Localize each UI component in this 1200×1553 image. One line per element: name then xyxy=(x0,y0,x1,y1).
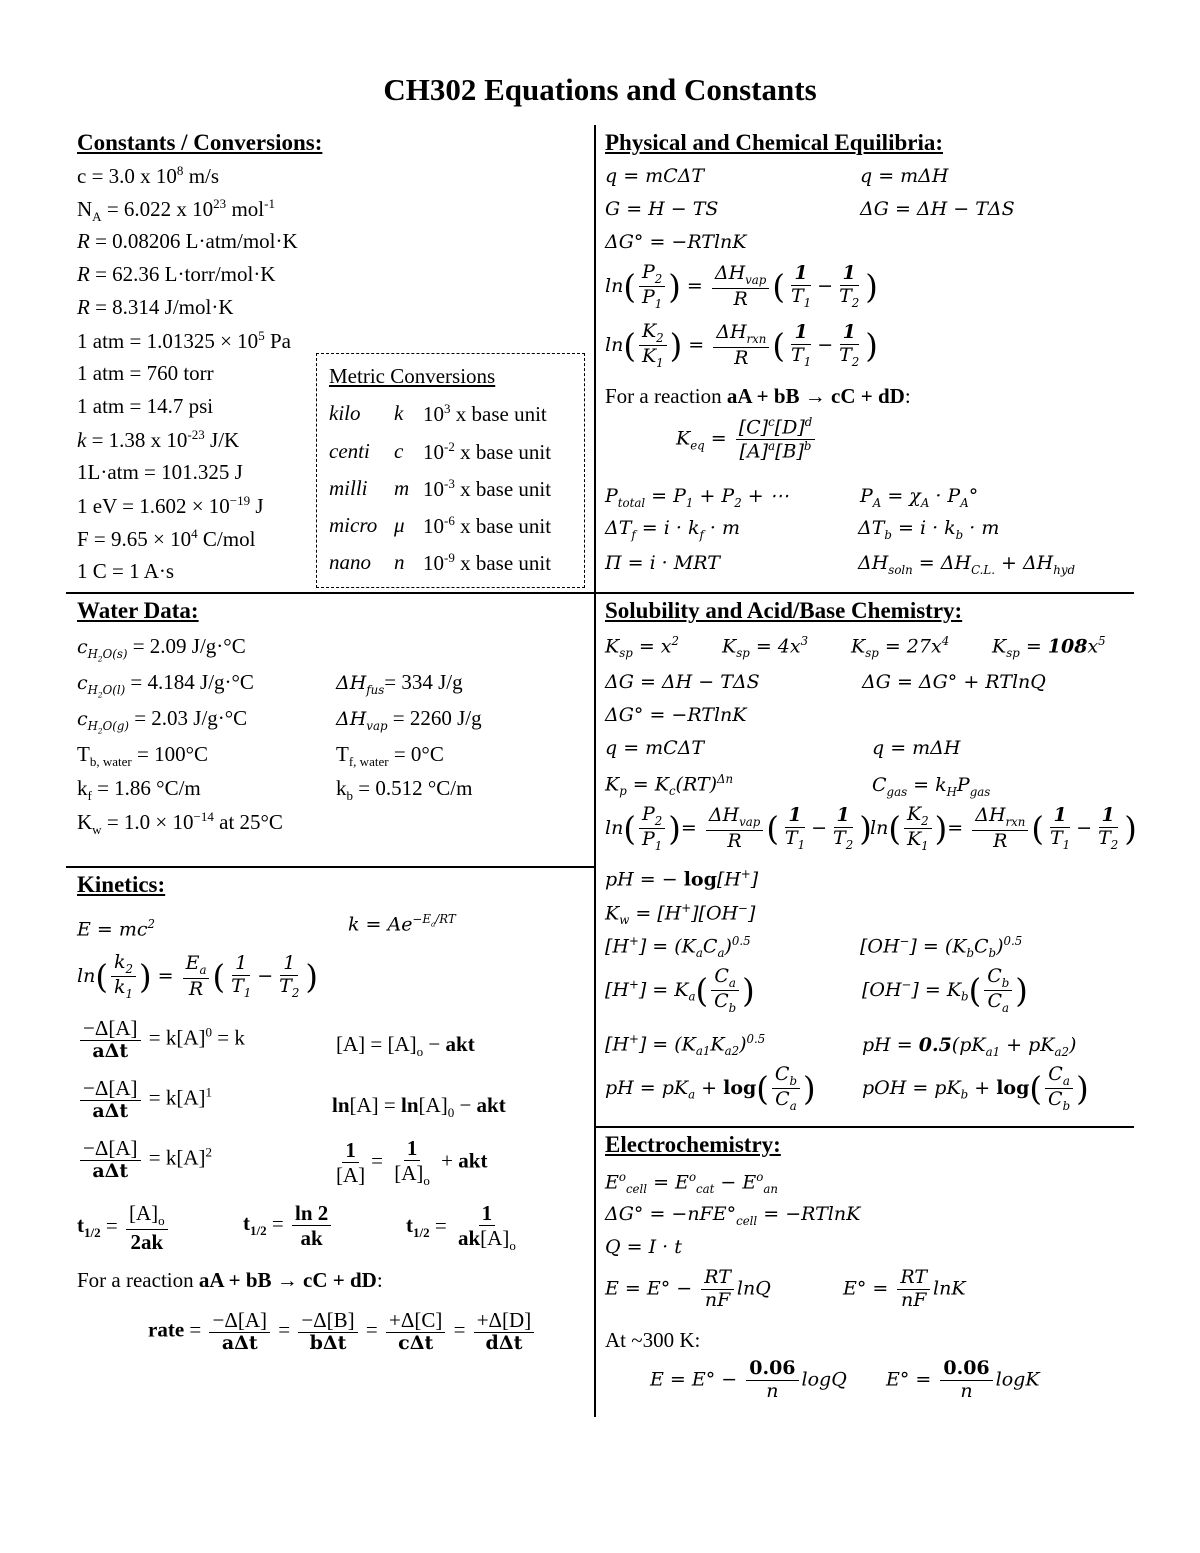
electro-temperature-label: At ~300 K: xyxy=(605,1328,701,1352)
electro-charge: Q = I · t xyxy=(605,1236,682,1258)
constants-header: Constants / Conversions: xyxy=(77,130,323,155)
equilibria-standard-gibbs: ΔG° = −RTlnK xyxy=(605,231,747,253)
solubility-ksp-108x5: $K_{sp} = 108x^5$ xyxy=(992,634,1106,661)
electro-cell-potential: $E^o_{cell} = E^o_{cat} - E^o_{an}$ xyxy=(605,1170,778,1197)
metric-symbol-nano: n xyxy=(394,550,405,574)
metric-prefix-micro: micro xyxy=(329,513,378,537)
kinetics-zero-order-integrated: $[A] = [A]_o$ − akt xyxy=(336,1032,475,1060)
water-heat-capacity-liquid: $c_{H_2O(l)} = 4.184$ J/g·°C xyxy=(77,670,254,700)
solubility-van-t-hoff: ln( $\frac{K_2}{K_1}$ )= $\frac{\Delta H_{rxn}}{R}$ ( $\frac{1}{T_1}$ − $\frac{1}{T_2}$ ) xyxy=(870,803,1137,854)
solubility-oh-weak-base: $[OH^-] = (K_bC_b)^{0.5}$ xyxy=(860,934,1023,961)
kinetics-first-order-integrated: $\ln[A] = \ln[A]_0$ − akt xyxy=(332,1093,506,1121)
solubility-henderson-poh: pOH = $pK_b + \log$( $\frac{C_a}{C_b}$ ) xyxy=(862,1063,1089,1114)
electro-gibbs-relation: $\Delta G^\circ = -nFE^\circ_{cell} = -RTlnK$ xyxy=(605,1203,861,1228)
metric-symbol-centi: c xyxy=(394,439,404,463)
solubility-gibbs-change: ΔG = ΔH − TΔS xyxy=(605,671,760,693)
kinetics-half-life-second: $t_{1/2}$ = $\frac{1}{ak[A]_o}$ xyxy=(406,1201,516,1254)
equilibria-clausius-clapeyron: ln( $\frac{P_2}{P_1}$ ) = $\frac{\Delta H_{vap}}{R}$ ( $\frac{1}{T_1}$ − $\frac{1}{T_2}$ ) xyxy=(605,261,878,312)
electro-nernst: E = E° − $\frac{RT}{nF}$ lnQ xyxy=(605,1266,771,1311)
page-title: CH302 Equations and Constants xyxy=(383,72,817,107)
kinetics-header: Kinetics: xyxy=(77,872,166,897)
electrochemistry-header: Electrochemistry: xyxy=(605,1132,781,1157)
conversion-latm-joule: 1L·atm = 101.325 J xyxy=(77,460,243,484)
divider-water-kinetics xyxy=(66,866,595,868)
kinetics-mass-energy: $E = mc^2$ xyxy=(77,917,156,941)
water-header: Water Data: xyxy=(77,598,199,623)
water-kb: $k_b = 0.512$ °C/m xyxy=(336,776,473,804)
equilibria-freezing-depression: $\Delta T_f = i \cdot k_f \cdot m$ xyxy=(605,517,740,542)
metric-factor-nano: $10^{-9}$ x base unit xyxy=(423,550,552,575)
solubility-henderson-ph: pH = $pK_a + \log$( $\frac{C_b}{C_a}$ ) xyxy=(605,1063,816,1114)
conversion-coulomb: 1 C = 1 A·s xyxy=(77,559,175,583)
conversion-ev-joule: 1 eV = $1.602 \times 10^{-19}$ J xyxy=(77,493,264,518)
solubility-header: Solubility and Acid/Base Chemistry: xyxy=(605,598,963,623)
equilibria-raoult: $P_A = \chi_A \cdot P_A^\circ$ xyxy=(860,485,979,510)
electro-standard-300k: E° = $\frac{0.06}{n}$ logK xyxy=(886,1357,1040,1402)
solubility-oh-buffer: $[OH^-] = K_b$( $\frac{C_b}{C_a}$ ) xyxy=(862,965,1028,1016)
electro-standard-potential: E° = $\frac{RT}{nF}$ lnK xyxy=(843,1266,966,1311)
water-enthalpy-fusion: $\Delta H_{fus}= 334$ J/g xyxy=(336,670,463,697)
solubility-standard-gibbs: ΔG° = −RTlnK xyxy=(605,704,747,726)
metric-prefix-milli: milli xyxy=(329,476,368,500)
conversion-atm-psi: 1 atm = 14.7 psi xyxy=(77,394,214,418)
metric-symbol-kilo: k xyxy=(394,401,404,425)
constant-faraday: $F = 9.65 \times 10^4$ C/mol xyxy=(77,526,256,551)
metric-symbol-micro: μ xyxy=(394,513,405,537)
solubility-henry: $C_{gas} = k_HP_{gas}$ xyxy=(872,774,991,799)
solubility-ksp-x2: $K_{sp} = x^2$ xyxy=(605,634,679,661)
kinetics-half-life-first: $t_{1/2}$ = $\frac{\ln 2}{ak}$ xyxy=(243,1201,334,1250)
water-enthalpy-vaporization: $\Delta H_{vap} = 2260$ J/g xyxy=(336,706,482,733)
metric-prefix-centi: centi xyxy=(329,439,370,463)
equilibria-boiling-elevation: $\Delta T_b = i \cdot k_b \cdot m$ xyxy=(858,517,1000,542)
solubility-ph-amphiprotic: pH = $0.5(pK_{a1} + pK_{a2})$ xyxy=(862,1034,1077,1059)
metric-factor-kilo: $10^3$ x base unit xyxy=(423,401,547,426)
solubility-h-weak-acid: $[H^+] = (K_aC_a)^{0.5}$ xyxy=(605,934,751,961)
metric-factor-milli: $10^{-3}$ x base unit xyxy=(423,476,552,501)
constant-boltzmann: k = 1.38 x $10^{-23}$ J/K xyxy=(77,427,240,452)
metric-header: Metric Conversions xyxy=(329,364,496,388)
metric-factor-centi: $10^{-2}$ x base unit xyxy=(423,439,552,464)
kinetics-zero-order-rate: $\frac{-\Delta[A]}{\text{aΔt}}$ = $k[A]^0 = k$ xyxy=(77,1016,245,1063)
solubility-ksp-4x3: $K_{sp} = 4x^3$ xyxy=(722,634,809,661)
constant-r-joule: R = 8.314 J/mol·K xyxy=(77,295,234,319)
kinetics-second-order-integrated: $\frac{1}{[A]}$ = $\frac{1}{[A]_o}$ + akt xyxy=(336,1136,488,1189)
water-freezing-point: $T_{f, water} = 0^\circ C$ xyxy=(336,742,444,770)
solubility-heat-latent: q = mΔH xyxy=(872,737,961,759)
kinetics-second-order-rate: $\frac{-\Delta[A]}{\text{aΔt}}$ = $k[A]^2$ xyxy=(77,1136,212,1183)
water-kf: $k_f = 1.86$ °C/m xyxy=(77,776,201,804)
solubility-ksp-27x4: $K_{sp} = 27x^4$ xyxy=(851,634,950,661)
constant-avogadro: $N_A = 6.022$ x $10^{23}$ mol$^{-1}$ xyxy=(77,196,275,225)
metric-prefix-nano: nano xyxy=(329,550,371,574)
kinetics-first-order-rate: $\frac{-\Delta[A]}{\text{aΔt}}$ = $k[A]^1$ xyxy=(77,1076,212,1123)
solubility-clausius-clapeyron: ln( $\frac{P_2}{P_1}$ )= $\frac{\Delta H_{vap}}{R}$ ( $\frac{1}{T_1}$ − $\frac{1}{T_2}$ ) xyxy=(605,803,872,854)
solubility-h-amphiprotic: $[H^+] = (K_{a1}K_{a2})^{0.5}$ xyxy=(605,1032,766,1059)
solubility-kp-kc: $K_p = K_c(RT)^{\Delta n}$ xyxy=(605,772,734,799)
conversion-atm-pa: 1 atm = $1.01325 \times 10^5$ Pa xyxy=(77,328,291,353)
kinetics-arrhenius: $k = Ae^{-E_a/RT}$ xyxy=(348,912,456,936)
water-heat-capacity-gas: $c_{H_2O(g)} = 2.03$ J/g·°C xyxy=(77,706,248,736)
equilibria-gibbs-definition: G = H − TS xyxy=(605,198,719,220)
conversion-atm-torr: 1 atm = 760 torr xyxy=(77,361,214,385)
kinetics-rate-expression: rate = $\frac{-\Delta[A]}{\text{aΔt}}$ = $\frac{-\Delta[B]}{\text{bΔt}}$ = $\frac{+\Delta[C]}{\text{cΔt}}$ = $\frac{+\Delta[D]}{\text{dΔt}}$ xyxy=(148,1308,537,1355)
water-boiling-point: $T_{b, water} = 100^\circ C$ xyxy=(77,742,208,770)
constant-r-torr: R = 62.36 L·torr/mol·K xyxy=(77,262,276,286)
constant-r-atm: R = 0.08206 L·atm/mol·K xyxy=(77,229,298,253)
solubility-h-buffer: $[H^+] = K_a$( $\frac{C_a}{C_b}$ ) xyxy=(605,965,755,1016)
solubility-gibbs-nonstandard: ΔG = ΔG° + RTlnQ xyxy=(862,671,1046,693)
metric-factor-micro: $10^{-6}$ x base unit xyxy=(423,513,552,538)
electro-nernst-300k: E = E° − $\frac{0.06}{n}$ logQ xyxy=(650,1357,847,1402)
vertical-divider xyxy=(594,125,596,1417)
equilibria-enthalpy-solution: $\Delta H_{soln} = \Delta H_{C.L.} + \Delta H_{hyd}$ xyxy=(858,552,1076,577)
divider-solubility-electro xyxy=(595,1126,1134,1128)
solubility-ph-definition: pH = − log[H+] xyxy=(605,867,759,891)
solubility-kw: $K_w = [H^+][OH^-]$ xyxy=(605,901,756,928)
kinetics-arrhenius-two-point: ln( $\frac{k_2}{k_1}$ ) = $\frac{E_a}{R}$ ( $\frac{1}{T_1}$ − $\frac{1}{T_2}$ ) xyxy=(77,951,318,1002)
equilibria-heat-latent: q = mΔH xyxy=(860,165,949,187)
water-heat-capacity-solid: $c_{H_2O(s)} = 2.09$ J/g·°C xyxy=(77,634,246,664)
kinetics-reaction-label: For a reaction aA + bB → cC + dD: xyxy=(77,1268,383,1292)
equilibria-gibbs-change: ΔG = ΔH − TΔS xyxy=(860,198,1015,220)
water-kw: $K_w = 1.0 \times 10^{-14}$ at 25°C xyxy=(77,809,283,838)
solubility-heat-sensible: q = mCΔT xyxy=(605,737,705,759)
equilibria-osmotic-pressure: Π = i · MRT xyxy=(605,552,720,574)
equilibria-reaction-label: For a reaction aA + bB → cC + dD: xyxy=(605,384,911,408)
equilibria-keq: $K_{eq}$ = $\frac{[C]^c[D]^d}{[A]^a[B]^b}$ xyxy=(676,416,818,463)
metric-prefix-kilo: kilo xyxy=(329,401,361,425)
equilibria-header: Physical and Chemical Equilibria: xyxy=(605,130,944,155)
divider-constants-water xyxy=(66,592,1134,594)
equilibria-heat-sensible: q = mCΔT xyxy=(605,165,705,187)
constant-speed-of-light: c = 3.0 x $10^8$ m/s xyxy=(77,163,220,188)
metric-symbol-milli: m xyxy=(394,476,410,500)
equilibria-dalton: $P_{total} = P_1 + P_2$ + ⋯ xyxy=(605,485,789,510)
equilibria-van-t-hoff: ln( $\frac{K_2}{K_1}$ ) = $\frac{\Delta H_{rxn}}{R}$ ( $\frac{1}{T_1}$ − $\frac{1}{T_2}$ ) xyxy=(605,320,878,371)
kinetics-half-life-zero: $t_{1/2}$ = $\frac{[A]_o}{2ak}$ xyxy=(77,1201,171,1254)
